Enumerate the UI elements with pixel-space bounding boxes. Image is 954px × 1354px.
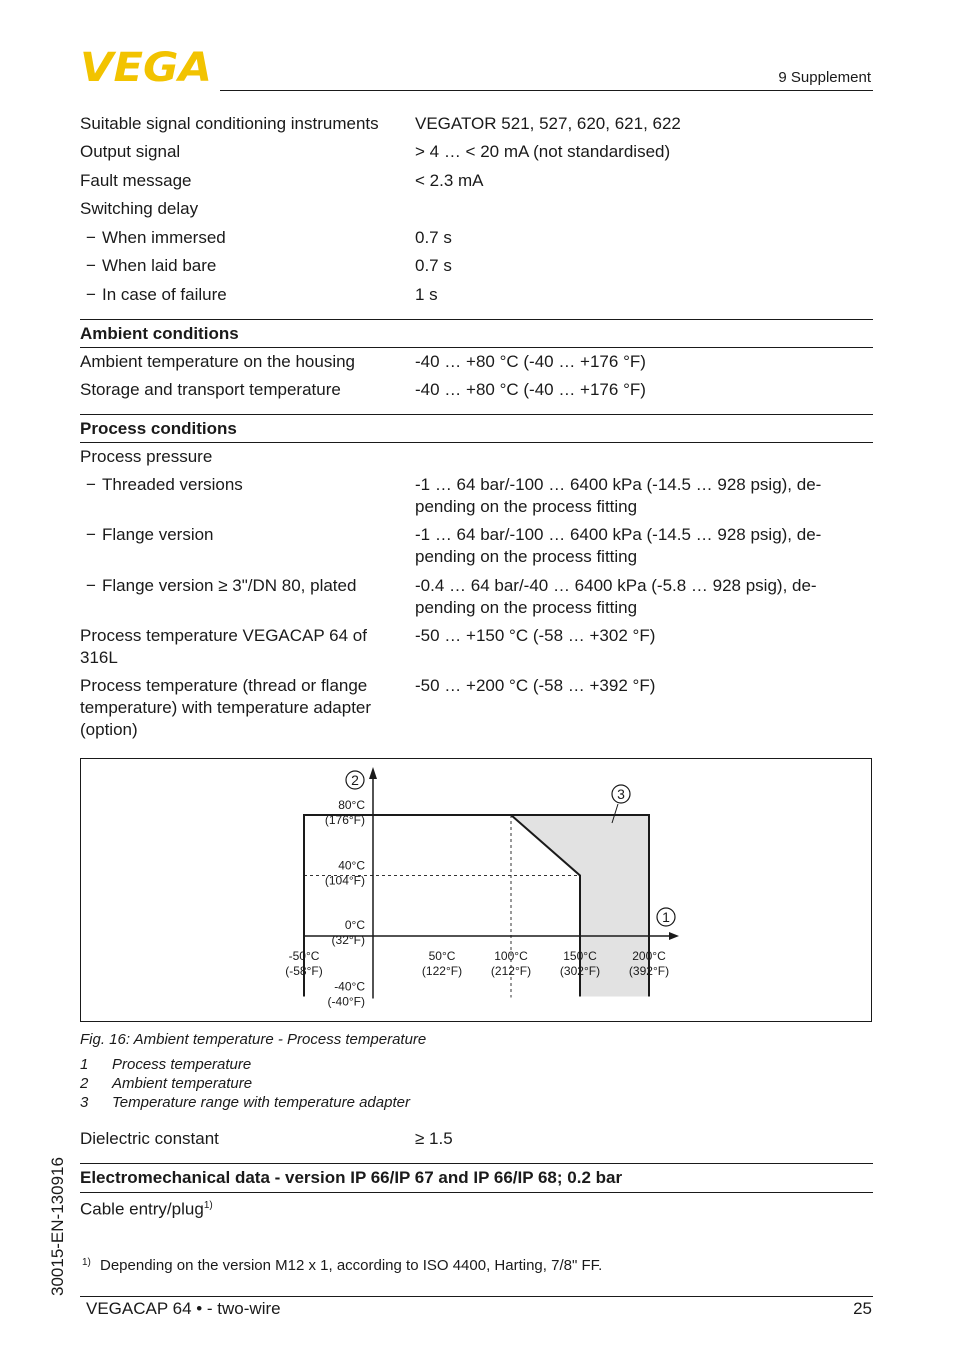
- storage-label: Storage and transport temperature: [80, 380, 341, 399]
- x-tick-label-f: (212°F): [490, 964, 532, 978]
- fault-value: < 2.3 mA: [415, 171, 484, 190]
- legend-num-3: 3: [80, 1094, 89, 1111]
- temp-adapter-label-line3: (option): [80, 720, 138, 739]
- x-tick-label-f: (392°F): [628, 964, 670, 978]
- failure-value: 1 s: [415, 285, 438, 304]
- x-tick-label-c: -50°C: [288, 949, 320, 963]
- x-tick-label-f: (-58°F): [285, 964, 323, 978]
- vega-logo: [80, 48, 215, 88]
- y-tick-label-f: (176°F): [324, 813, 365, 827]
- callout-number-3: 3: [617, 786, 625, 802]
- cable-entry-text: Cable entry/plug: [80, 1199, 204, 1219]
- figure-caption: Fig. 16: Ambient temperature - Process temperature: [80, 1031, 427, 1048]
- figure-box: [80, 758, 872, 1022]
- process-rule-bottom: [80, 442, 873, 443]
- temp-316l-label: [80, 625, 367, 669]
- y-axis-arrow: [369, 767, 377, 779]
- laid-bare-label: − When laid bare: [80, 255, 216, 277]
- x-tick-label-c: 150°C: [563, 949, 597, 963]
- callout-number-2: 2: [351, 772, 359, 788]
- temp-adapter-label: [80, 675, 371, 741]
- temp-adapter-value: -50 … +200 °C (-58 … +392 °F): [415, 676, 656, 695]
- flange-value: [415, 524, 821, 568]
- header-rule: [220, 90, 873, 91]
- temp-316l-label-line1: Process temperature VEGACAP 64 of: [80, 626, 367, 645]
- x-axis-arrow: [669, 932, 679, 940]
- footer-page-number: 25: [853, 1299, 872, 1318]
- y-tick-label-f: (-40°F): [327, 994, 365, 1009]
- cable-entry-label: [80, 1195, 213, 1221]
- callout-number-1: 1: [662, 909, 670, 925]
- dielectric-label: Dielectric constant: [80, 1129, 219, 1148]
- ambient-rule-top: [80, 319, 873, 320]
- threaded-value-line1: -1 … 64 bar/-100 … 6400 kPa (-14.5 … 928 psig), de-: [415, 475, 822, 494]
- y-tick-label-c: -40°C: [334, 979, 365, 994]
- x-tick-label-c: 200°C: [632, 949, 666, 963]
- fault-label: Fault message: [80, 171, 192, 190]
- legend-num-2: 2: [80, 1075, 89, 1092]
- temperature-chart: [81, 759, 871, 1021]
- immersed-label: − When immersed: [80, 227, 226, 249]
- x-tick-label-c: 50°C: [428, 949, 456, 963]
- legend-text-3: Temperature range with temperature adapter: [112, 1094, 410, 1111]
- ambient-rule-bottom: [80, 347, 873, 348]
- footer-product: VEGACAP 64 • - two-wire: [86, 1299, 281, 1318]
- temp-adapter-label-line2: temperature) with temperature adapter: [80, 698, 372, 717]
- failure-label: − In case of failure: [80, 284, 227, 306]
- flange-value-line1: -1 … 64 bar/-100 … 6400 kPa (-14.5 … 928 psig), de-: [415, 525, 822, 544]
- flange-plated-label: − Flange version ≥ 3"/DN 80, plated: [80, 575, 356, 597]
- temp-adapter-label-line1: Process temperature (thread or flange: [80, 676, 368, 695]
- process-rule-top: [80, 414, 873, 415]
- laid-bare-value: 0.7 s: [415, 256, 452, 275]
- y-tick-label-f: (104°F): [324, 873, 365, 888]
- output-signal-value: > 4 … < 20 mA (not standardised): [415, 142, 671, 161]
- flange-value-line2: pending on the process fitting: [415, 547, 638, 566]
- flange-plated-value-line2: pending on the process fitting: [415, 598, 638, 617]
- pressure-label: Process pressure: [80, 447, 213, 466]
- electromech-rule-top: [80, 1163, 873, 1164]
- cable-entry-footnote-mark: 1): [203, 1200, 213, 1211]
- footnote-mark: 1): [82, 1257, 91, 1268]
- vega-logo-icon: [80, 48, 215, 88]
- x-tick-label-f: (122°F): [421, 964, 463, 978]
- y-tick-label-c: 0°C: [344, 918, 365, 932]
- x-tick-label-c: 100°C: [494, 949, 528, 963]
- document-code: 30015-EN-130916: [48, 1157, 67, 1296]
- immersed-value: 0.7 s: [415, 228, 452, 247]
- y-tick-label-f: (32°F): [331, 933, 365, 947]
- y-tick-label-c: 40°C: [338, 858, 365, 873]
- temp-316l-label-line2: 316L: [80, 648, 118, 667]
- flange-plated-value-line1: -0.4 … 64 bar/-40 … 6400 kPa (-5.8 … 928 psig), de-: [415, 576, 817, 595]
- ambient-heading: Ambient conditions: [80, 324, 239, 343]
- flange-plated-value: [415, 575, 817, 619]
- footer-rule: [80, 1296, 873, 1297]
- y-tick-label-c: 80°C: [338, 798, 365, 812]
- threaded-value: [415, 474, 821, 518]
- electromech-rule-bottom: [80, 1192, 873, 1193]
- switching-delay-label: Switching delay: [80, 199, 199, 218]
- legend-text-1: Process temperature: [112, 1056, 252, 1073]
- signal-label: Suitable signal conditioning instruments: [80, 114, 379, 133]
- process-heading: Process conditions: [80, 419, 237, 438]
- signal-value: VEGATOR 521, 527, 620, 621, 622: [415, 114, 681, 133]
- flange-label: − Flange version: [80, 524, 214, 546]
- threaded-label: − Threaded versions: [80, 474, 243, 496]
- svg-text:VEGA: VEGA: [80, 48, 212, 88]
- output-signal-label: Output signal: [80, 142, 181, 161]
- legend-num-1: 1: [80, 1056, 89, 1073]
- dielectric-value: ≥ 1.5: [415, 1129, 453, 1148]
- section-title: 9 Supplement: [778, 69, 871, 86]
- ambient-housing-value: -40 … +80 °C (-40 … +176 °F): [415, 352, 646, 371]
- temp-316l-value: -50 … +150 °C (-58 … +302 °F): [415, 626, 656, 645]
- legend-text-2: Ambient temperature: [112, 1075, 253, 1092]
- storage-value: -40 … +80 °C (-40 … +176 °F): [415, 380, 646, 399]
- footnote-text: Depending on the version M12 x 1, according to ISO 4400, Harting, 7/8" FF.: [100, 1257, 603, 1274]
- ambient-housing-label: Ambient temperature on the housing: [80, 352, 356, 371]
- electromech-heading: Electromechanical data - version IP 66/IP 67 and IP 66/IP 68; 0.2 bar: [80, 1168, 623, 1187]
- threaded-value-line2: pending on the process fitting: [415, 497, 638, 516]
- x-tick-label-f: (302°F): [559, 964, 601, 978]
